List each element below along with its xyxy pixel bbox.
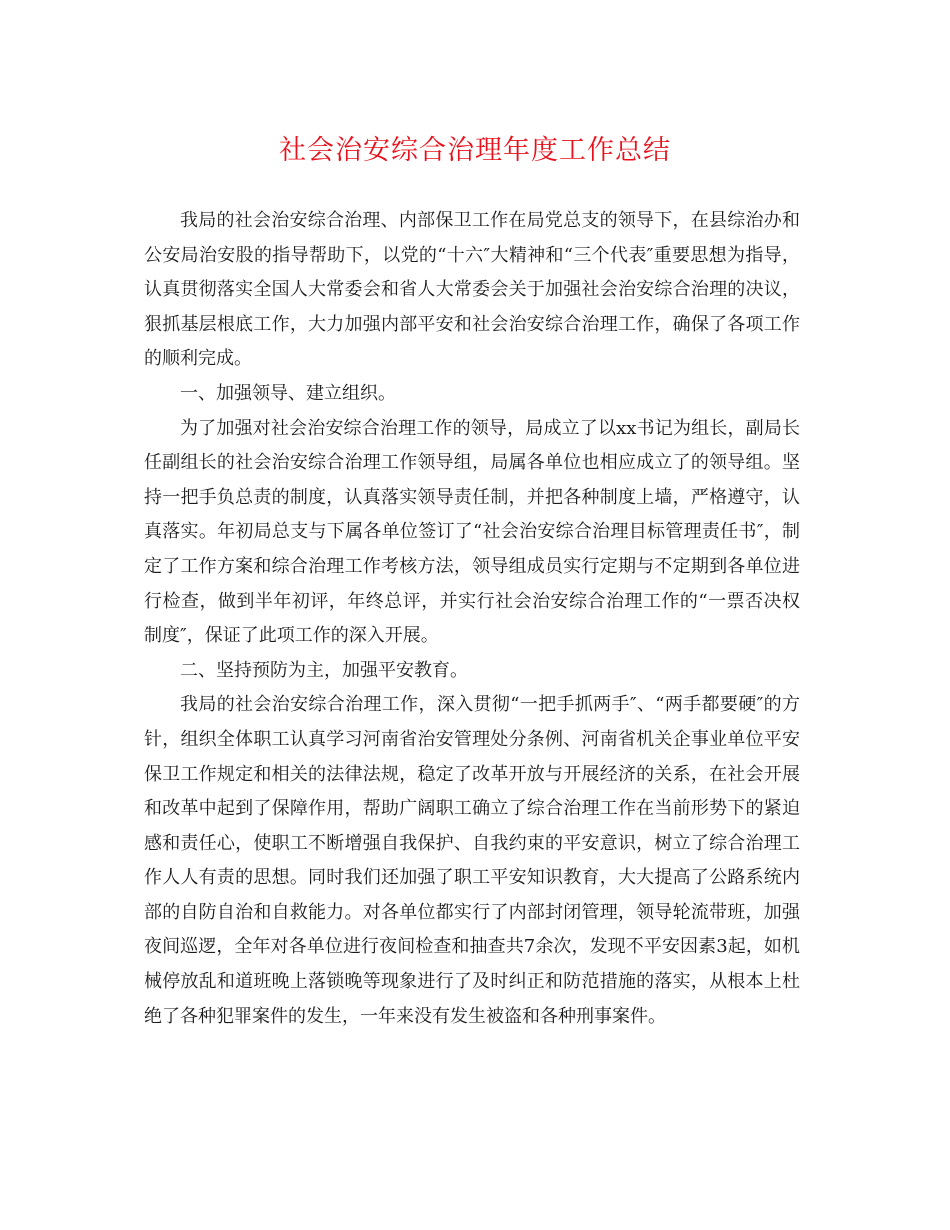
paragraph-section-1: 为了加强对社会治安综合治理工作的领导，局成立了以xx书记为组长，副局长任副组长的社会治安综合治理工作领导组，局属各单位也相应成立了的领导组。坚持一把手负总责的制度，认真落实领导责任制，并把各种制度上墙，严格遵守，认真落实。年初局总支与下属各单位签订了“社会治安综合治理目标管理责任书″，制定了工作方案和综合治理工作考核方法，领导组成员实行定期与不定期到各单位进行检查，做到半年初评，年终总评，并实行社会治安综合治理工作的“一票否决权制度″，保证了此项工作的深入开展。 bbox=[144, 417, 800, 647]
paragraph-section-2: 我局的社会治安综合治理工作，深入贯彻“一把手抓两手″、“两手都要硬″的方针，组织全体职工认真学习河南省治安管理处分条例、河南省机关企事业单位平安保卫工作规定和相关的法律法规，稳定了改革开放与开展经济的关系，在社会开展和改革中起到了保障作用，帮助广阔职工确立了综合治理工作在当前形势下的紧迫感和责任心，使职工不断增强自我保护、自我约束的平安意识，树立了综合治理工作人人有责的思想。同时我们还加强了职工平安知识教育，大大提高了公路系统内部的自防自治和自救能力。对各单位都实行了内部封闭管理，领导轮流带班，加强夜间巡逻，全年对各单位进行夜间检查和抽查共7余次，发现不平安因素3起，如机械停放乱和道班晚上落锁晚等现象进行了及时纠正和防范措施的落实，从根本上杜绝了各种犯罪案件的发生，一年来没有发生被盗和各种刑事案件。 bbox=[144, 694, 800, 1027]
paragraph-intro: 我局的社会治安综合治理、内部保卫工作在局党总支的领导下，在县综治办和公安局治安股的指导帮助下，以党的“十六″大精神和“三个代表″重要思想为指导，认真贯彻落实全国人大常委会和省人大常委会关于加强社会治安综合治理的决议，狠抓基层根底工作，大力加强内部平安和社会治安综合治理工作，确保了各项工作的顺利完成。 bbox=[144, 210, 800, 370]
document-body bbox=[144, 204, 800, 1034]
document-title: 社会治安综合治理年度工作总结 bbox=[279, 135, 671, 166]
section-heading-1: 一、加强领导、建立组织。 bbox=[180, 382, 396, 404]
section-heading-2: 二、坚持预防为主，加强平安教育。 bbox=[180, 659, 468, 681]
